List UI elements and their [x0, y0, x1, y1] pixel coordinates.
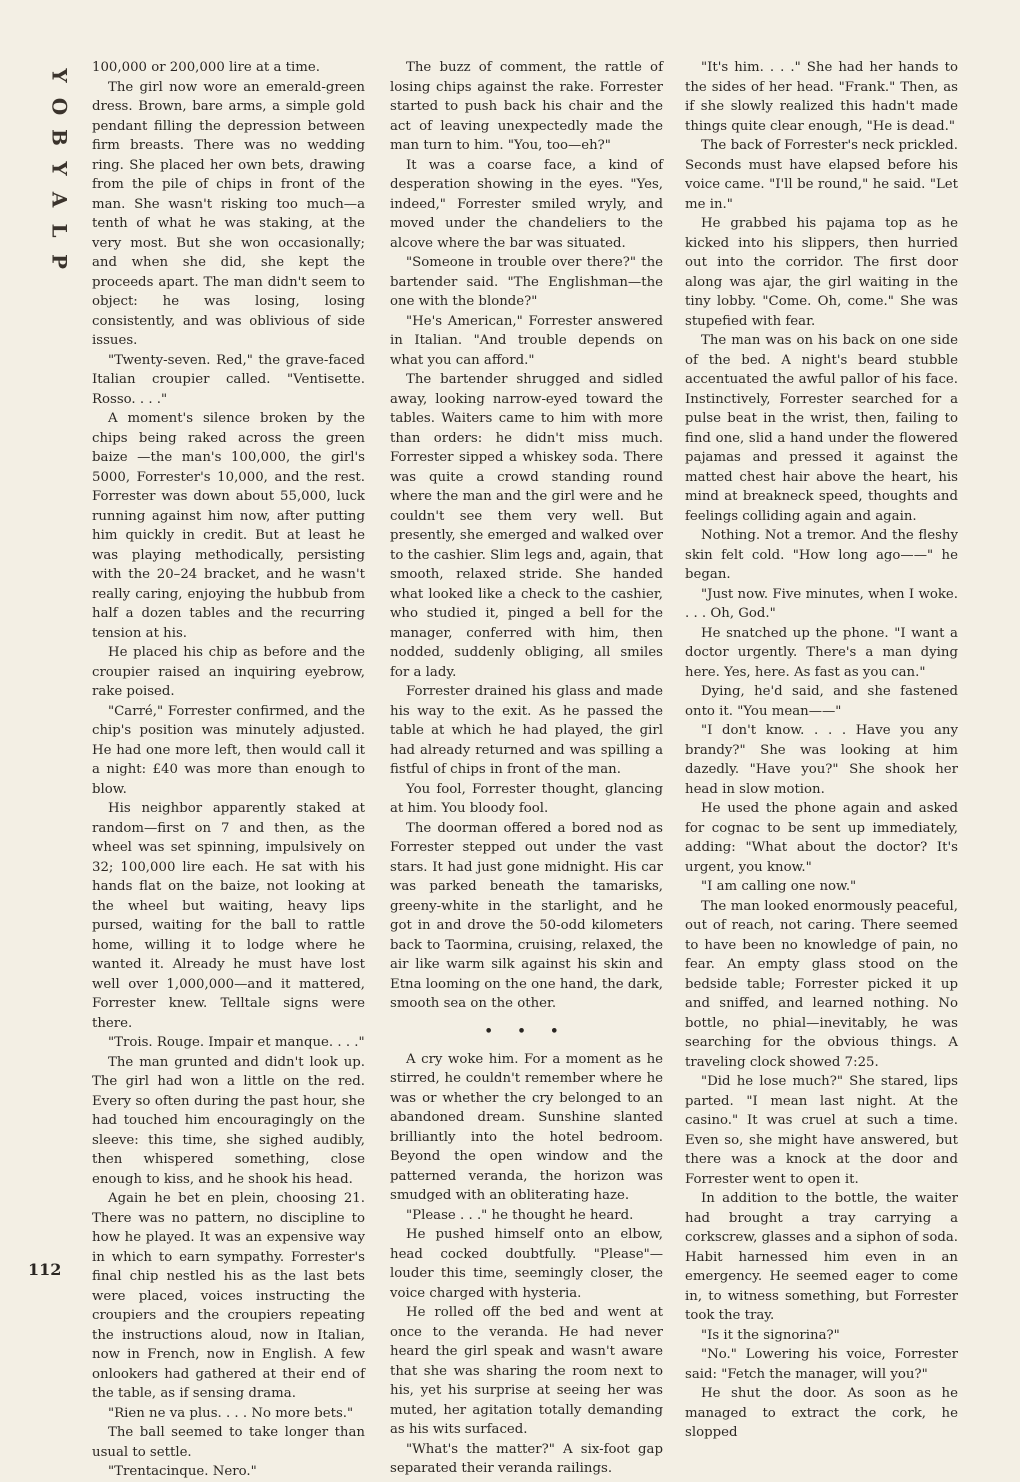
- paragraph: "Is it the signorina?": [701, 1327, 840, 1343]
- logo-letter: Y: [47, 68, 72, 83]
- paragraph: "Please . . ." he thought he heard.: [406, 1207, 634, 1223]
- paragraph: Again he bet en plein, choosing 21. There was no pattern, no discipline to how he played. It was an expensive way in which to earn sympathy. Forrester's final chip nestled his as the last bets were placed, voices instructing the croupiers and the croupiers repeating the instructions aloud, now in Italian, now in French, now in English. A few onlookers had gathered at their end of the table, as if sensing drama.: [92, 1191, 365, 1401]
- logo-letter: B: [47, 129, 72, 146]
- paragraph: He used the phone again and asked for cognac to be sent up immediately, adding: "What about the doctor? It's urgent, you know.": [685, 801, 958, 875]
- paragraph: The bartender shrugged and sidled away, looking narrow-eyed toward the tables. Waiters came to him with more than orders: he didn't miss much. Forrester sipped a whiskey soda. There was quite a crowd standing round where the man and the girl were and he couldn't see them very well. But presently, she emerged and walked over to the cashier. Slim legs and, again, that smooth, relaxed stride. She handed what looked like a check to the cashier, who studied it, pinged a bell for the manager, conferred with him, then nodded, suddenly obliging, all smiles for a lady.: [390, 372, 663, 680]
- logo-letter: Y: [47, 161, 72, 176]
- paragraph: "No." Lowering his voice, Forrester said: "Fetch the manager, will you?": [685, 1347, 958, 1382]
- paragraph: "I don't know. . . . Have you any brandy?" She was looking at him dazedly. "Have you?" She shook her head in slow motion.: [685, 723, 958, 797]
- paragraph: "He's American," Forrester answered in Italian. "And trouble depends on what you can afford.": [390, 313, 663, 368]
- paragraph: In addition to the bottle, the waiter had brought a tray carrying a corkscrew, glasses and a siphon of soda. Habit harnessed him even in an emergency. He seemed eager to come in, to witness something, but Forrester took the tray.: [685, 1191, 958, 1323]
- paragraph: The man was on his back on one side of the bed. A night's beard stubble accentuated the awful pallor of his face. Instinctively, Forrester searched for a pulse beat in the wrist, then, failing to find one, slid a hand under the flowered pajamas and pressed it against the matted chest hair above the heart, his mind at breakneck speed, thoughts and feelings colliding again and again.: [685, 333, 958, 524]
- paragraph: Dying, he'd said, and she fastened onto it. "You mean——": [685, 684, 958, 719]
- paragraph: He placed his chip as before and the croupier raised an inquiring eyebrow, rake poised.: [92, 645, 365, 699]
- paragraph: "Carré," Forrester confirmed, and the chip's position was minutely adjusted. He had one more left, then would call it a night: £40 was more than enough to blow.: [92, 703, 365, 797]
- paragraph: The man looked enormously peaceful, out of reach, not caring. There seemed to have been no knowledge of pain, no fear. An empty glass stood on the bedside table; Forrester picked it up and sniffed, and learned nothing. No bottle, no phial—inevitably, he was searching for the obvious things. A traveling clock showed 7:25.: [685, 898, 958, 1070]
- paragraph: "Trois. Rouge. Impair et manque. . . .": [108, 1035, 365, 1050]
- paragraph: Forrester drained his glass and made his way to the exit. As he passed the table at which he had played, the girl had already returned and was spilling a fistful of chips in front of the man.: [390, 684, 663, 777]
- paragraph: His neighbor apparently staked at random—first on 7 and then, as the wheel was set spinning, impulsively on 32; 100,000 lire each. He sat with his hands flat on the baize, not looking at the wheel but waiting, heavy lips pursed, waiting for the ball to rattle home, willing it to lodge where he wanted it. Already he must have lost well over 1,000,000—and it mattered, Forrester knew. Telltale signs were there.: [92, 801, 365, 1031]
- paragraph: "I am calling one now.": [701, 879, 857, 894]
- logo-letter: A: [47, 191, 72, 208]
- text-column-2: [390, 58, 663, 1479]
- paragraph: The ball seemed to take longer than usual to settle.: [92, 1425, 365, 1460]
- paragraph: The man grunted and didn't look up. The girl had won a little on the red. Every so often during the past hour, she had touched him encouragingly on the sleeve: this time, she sighed audibly, then whispered something, close enough to kiss, and he shook his head.: [92, 1054, 365, 1187]
- logo-letter: P: [47, 253, 72, 270]
- paragraph: It was a coarse face, a kind of desperation showing in the eyes. "Yes, indeed," Forrester smiled wryly, and moved under the chandeliers to the alcove where the bar was situated.: [390, 157, 663, 251]
- paragraph: "Just now. Five minutes, when I woke. . . . Oh, God.": [685, 586, 958, 621]
- paragraph: "Rien ne va plus. . . . No more bets.": [108, 1405, 354, 1421]
- paragraph: "Trentacinque. Nero.": [108, 1464, 257, 1479]
- paragraph: The doorman offered a bored nod as Forrester stepped out under the vast stars. It had just gone midnight. His car was parked beneath the tamarisks, greeny-white in the starlight, and he got in and drove the 50-odd kilometers back to Taormina, cruising, relaxed, the air like warm silk against his skin and Etna looming on the one hand, the dark, smooth sea on the other.: [390, 820, 663, 1011]
- paragraph: The girl now wore an emerald-green dress. Brown, bare arms, a simple gold pendant filling the depression between firm breasts. There was no wedding ring. She placed her own bets, drawing from the pile of chips in front of the man. She wasn't risking too much—a tenth of what he was staking, at the very most. But she won occasionally; and when she did, she kept the proceeds apart. The man didn't seem to object: he was losing, losing consistently, and was oblivious of side issues.: [92, 79, 365, 348]
- paragraph: He rolled off the bed and went at once to the veranda. He had never heard the girl speak and wasn't aware that she was sharing the room next to his, yet his surprise at seeing her was muted, her agitation totally demanding as his wits surfaced.: [390, 1305, 663, 1437]
- paragraph: "Someone in trouble over there?" the bartender said. "The Englishman—the one with the blonde?": [390, 255, 663, 309]
- paragraph: Nothing. Not a tremor. And the fleshy skin felt cold. "How long ago——" he began.: [685, 528, 958, 582]
- paragraph: The buzz of comment, the rattle of losing chips against the rake. Forrester started to push back his chair and the act of leaving unexpectedly made the man turn to him. "You, too—eh?": [390, 60, 663, 153]
- paragraph: A cry woke him. For a moment as he stirred, he couldn't remember where he was or whether the cry belonged to an abandoned dream. Sunshine slanted brilliantly into the hotel bedroom. Beyond the open window and the patterned veranda, the horizon was smudged with an obliterating haze.: [390, 1051, 663, 1203]
- paragraph: He pushed himself onto an elbow, head cocked doubtfully. "Please"—louder this time, seemingly closer, the voice charged with hysteria.: [390, 1227, 663, 1301]
- paragraph: He snatched up the phone. "I want a doctor urgently. There's a man dying here. Yes, here. As fast as you can.": [685, 625, 958, 680]
- paragraph: He grabbed his pajama top as he kicked into his slippers, then hurried out into the corridor. The first door along was ajar, the girl waiting in the tiny lobby. "Come. Oh, come." She was stupefied with fear.: [685, 216, 958, 329]
- logo-letter: L: [47, 223, 72, 238]
- paragraph: "Did he lose much?" She stared, lips parted. "I mean last night. At the casino." It was cruel at such a time. Even so, she might have answered, but there was a knock at the door and Forrester went to open it.: [685, 1074, 958, 1187]
- paragraph: "What's the matter?" A six-foot gap separated their veranda railings.: [390, 1441, 663, 1476]
- paragraph: "Twenty-seven. Red," the grave-faced Italian croupier called. "Ventisette. Rosso. . . .": [92, 352, 365, 407]
- paragraph: He shut the door. As soon as he managed to extract the cork, he slopped: [685, 1386, 958, 1440]
- paragraph: The back of Forrester's neck prickled. Seconds must have elapsed before his voice came. "I'll be round," he said. "Let me in.": [685, 138, 958, 212]
- paragraph: You fool, Forrester thought, glancing at him. You bloody fool.: [390, 781, 663, 816]
- text-column-1: [92, 58, 365, 1482]
- magazine-logo-vertical: [44, 60, 74, 277]
- paragraph: "It's him. . . ." She had her hands to the sides of her head. "Frank." Then, as if she slowly realized this hadn't made things quite clear enough, "He is dead.": [685, 60, 958, 134]
- paragraph: A moment's silence broken by the chips being raked across the green baize —the man's 100,000, the girl's 5000, Forrester's 10,000, and the rest. Forrester was down about 55,000, luck running against him now, after putting him quickly in credit. But at least he was playing methodically, persisting with the 20–24 bracket, and he wasn't really caring, enjoying the hubbub from half a dozen tables and the recurring tension at his.: [92, 411, 365, 641]
- paragraph: 100,000 or 200,000 lire at a time.: [92, 60, 320, 75]
- logo-letter: O: [47, 97, 72, 116]
- section-break: • • •: [484, 1023, 569, 1039]
- text-column-3: [685, 58, 958, 1443]
- page-number: 112: [28, 1260, 62, 1279]
